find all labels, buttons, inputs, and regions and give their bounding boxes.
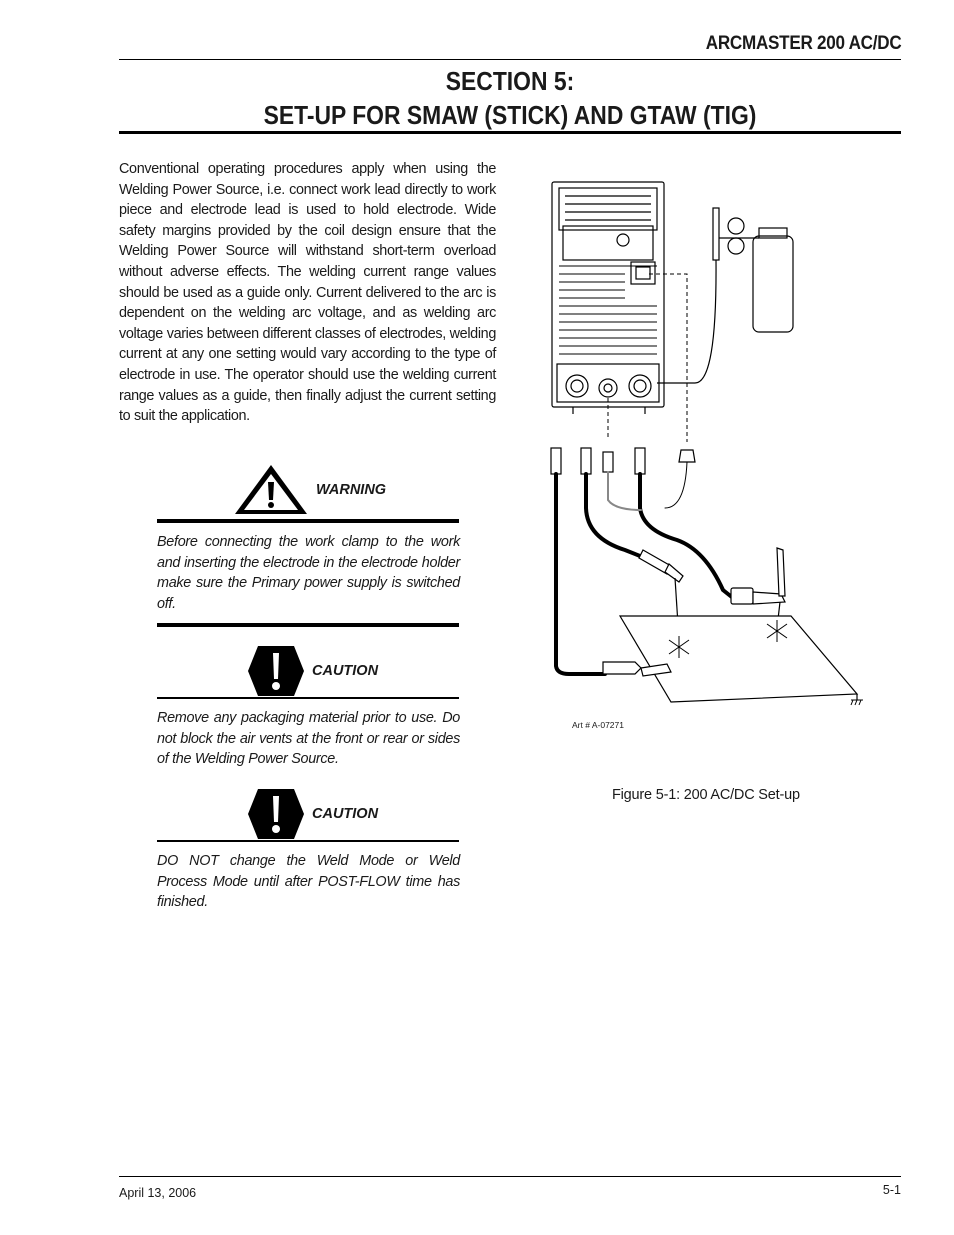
warning-rule-bottom: [157, 623, 459, 627]
header-product-title: ARCMASTER 200 AC/DC: [705, 33, 901, 54]
caution2-label: CAUTION: [312, 806, 379, 822]
footer-page-number: 5-1: [882, 1183, 901, 1197]
warning-label: WARNING: [316, 481, 387, 498]
section-title-line1: SECTION 5:: [445, 66, 575, 96]
caution2-header: [248, 789, 378, 839]
warning-rule-top: [157, 519, 459, 523]
footer-date: April 13, 2006: [119, 1186, 197, 1200]
caution1-header: [248, 646, 378, 696]
caution2-text: DO NOT change the Weld Mode or Weld Process Mode until after POST-FLOW time has finished.: [157, 853, 460, 911]
warning-text: Before connecting the work clamp to the work and inserting the electrode in the electrode holder make sure the Primary power supply is switched off.: [157, 534, 460, 612]
caution2-rule: [157, 840, 459, 842]
art-number: Art # A-07271: [572, 720, 624, 730]
section-title: [166, 64, 854, 132]
footer-rule: [119, 1176, 901, 1177]
section-rule: [119, 131, 901, 134]
welding-setup-illustration: [545, 178, 870, 738]
intro-paragraph: Conventional operating procedures apply when using the Welding Power Source, i.e. connect work lead directly to work piece and electrode lead is used to hold electrode. Wide safety margins provided by the coil design ensure that the Welding Power Source will withstand short-term overload without adverse effects. The welding current range values should be used as a guide only. Current delivered to the arc is dependent on the welding arc voltage, and as welding arc voltage varies between different classes of electrodes, welding current at any one setting would vary according to the type of electrode in use. The operator should use the welding current range values as a guide, then finally adjust the current setting to suit the application.: [119, 161, 496, 425]
caution1-text: Remove any packaging material prior to use. Do not block the air vents at the front or rear or sides of the Welding Power Source.: [157, 710, 460, 768]
caution1-label: CAUTION: [312, 663, 379, 679]
caution-exclamation-icon: [248, 646, 304, 696]
warning-header: [234, 464, 386, 515]
caution-exclamation-icon: [248, 789, 304, 839]
caution1-rule: [157, 697, 459, 699]
section-title-line2: SET-UP FOR SMAW (STICK) AND GTAW (TIG): [263, 100, 757, 130]
figure-caption: Figure 5-1: 200 AC/DC Set-up: [612, 787, 800, 803]
warning-triangle-icon: [234, 464, 308, 515]
header-rule: [119, 59, 901, 60]
